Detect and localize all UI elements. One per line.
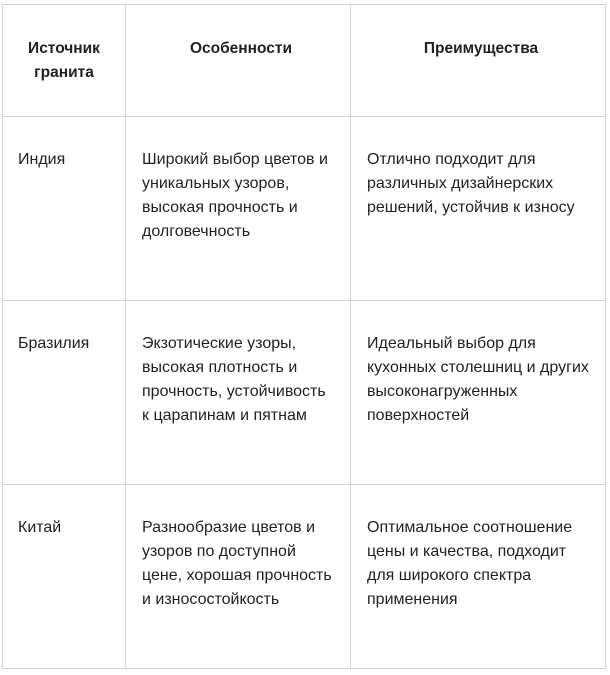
- cell-advantages: Идеальный выбор для кухонных столешниц и других высоконагруженных поверхностей: [351, 301, 606, 485]
- cell-features: Широкий выбор цветов и уникальных узоров, высокая прочность и долговечность: [126, 117, 351, 301]
- header-advantages: Преимущества: [351, 5, 606, 117]
- cell-advantages: Отлично подходит для различных дизайнерских решений, устойчив к износу: [351, 117, 606, 301]
- cell-features: Разнообразие цветов и узоров по доступной цене, хорошая прочность и износостойкость: [126, 485, 351, 669]
- cell-source: Китай: [3, 485, 126, 669]
- table-header-row: [3, 5, 606, 117]
- table-row: [3, 485, 606, 669]
- header-features: Особенности: [126, 5, 351, 117]
- header-source: Источник гранита: [3, 5, 126, 117]
- cell-source: Бразилия: [3, 301, 126, 485]
- cell-advantages: Оптимальное соотношение цены и качества, подходит для широкого спектра применения: [351, 485, 606, 669]
- cell-features: Экзотические узоры, высокая плотность и прочность, устойчивость к царапинам и пятнам: [126, 301, 351, 485]
- cell-source: Индия: [3, 117, 126, 301]
- granite-comparison-table: [2, 4, 606, 669]
- table-row: [3, 117, 606, 301]
- table-row: [3, 301, 606, 485]
